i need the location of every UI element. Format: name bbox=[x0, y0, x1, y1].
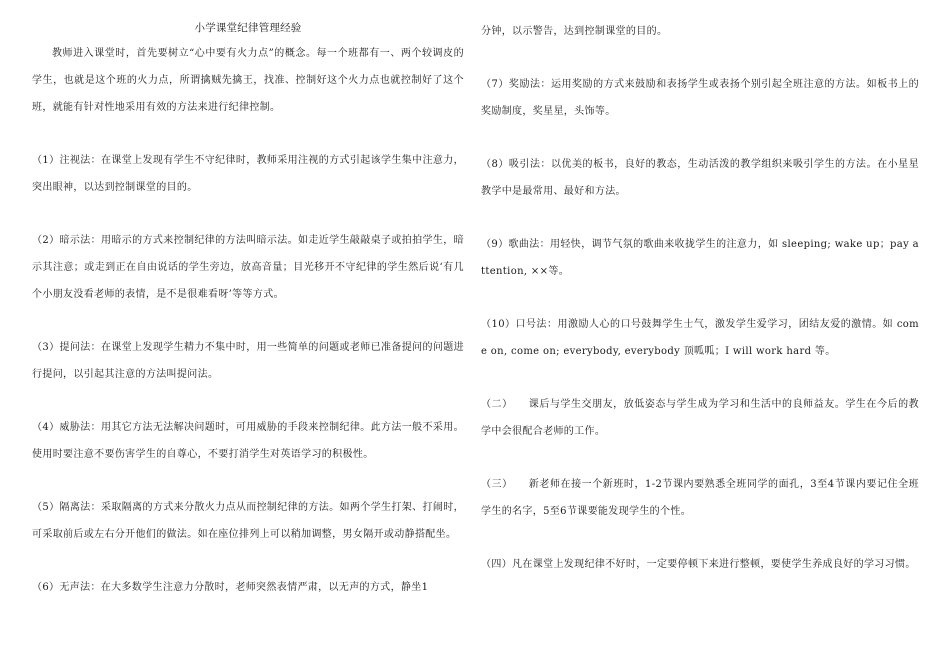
section-three-paragraph: （三） 新老师在接一个新班时，1-2节课内要熟悉全班同学的面孔，3至4节课内要记住全班学生的名字，5至6节课要能发现学生的个性。 bbox=[481, 479, 919, 517]
method-isolate-paragraph: （5）隔离法：采取隔离的方式来分散火力点从而控制纪律的方法。如两个学生打架、打闹时，可采取前后或左右分开他们的做法。如在座位排列上可以稍加调整，男女隔开或动静搭配坐。 bbox=[32, 502, 464, 540]
paragraph-gap bbox=[481, 125, 919, 151]
method-observe-paragraph: （1）注视法：在课堂上发现有学生不守纪律时，教师采用注视的方式引起该学生集中注意力，突出眼神，以达到控制课堂的目的。 bbox=[32, 155, 464, 193]
paragraph-gap bbox=[481, 285, 919, 311]
paragraph-gap bbox=[481, 445, 919, 471]
section-four-paragraph: （四）凡在课堂上发现纪律不好时，一定要停顿下来进行整顿，要使学生养成良好的学习习惯。 bbox=[481, 559, 916, 570]
right-column bbox=[481, 18, 919, 578]
paragraph-gap bbox=[481, 205, 919, 231]
method-attract-paragraph: （8）吸引法：以优美的板书，良好的教态，生动活泼的教学组织来吸引学生的方法。在小星星教学中是最常用、最好和方法。 bbox=[481, 159, 919, 197]
method-reward-paragraph: （7）奖励法：运用奖励的方式来鼓励和表扬学生或表扬个别引起全班注意的方法。如板书上的奖励制度，奖星星，头饰等。 bbox=[481, 79, 919, 117]
method-question-paragraph: （3）提问法：在课堂上发现学生精力不集中时，用一些简单的问题或老师已准备提问的问题进行提问，以引起其注意的方法叫提问法。 bbox=[32, 342, 464, 380]
method-hint-paragraph: （2）暗示法：用暗示的方式来控制纪律的方法叫暗示法。如走近学生敲敲桌子或拍拍学生，暗示其注意；或走到正在自由说话的学生旁边，放高音量；目光移开不守纪律的学生然后说‘有几个小朋友没看老师的表情，是不是很难看呀’等等方式。 bbox=[32, 235, 464, 300]
paragraph-gap bbox=[32, 548, 464, 574]
method-slogan-paragraph: （10）口号法：用激励人心的口号鼓舞学生士气，激发学生爱学习，团结友爱的激情。如 come on, come on; everybody, everybody 顶呱呱；I will work hard 等。 bbox=[481, 319, 919, 357]
paragraph-gap bbox=[32, 121, 464, 147]
paragraph-gap bbox=[32, 388, 464, 414]
method-song-paragraph: （9）歌曲法：用轻快，调节气氛的歌曲来收拢学生的注意力，如 sleeping; wake up；pay attention, ××等。 bbox=[481, 239, 919, 277]
section-two-paragraph: （二） 课后与学生交朋友，放低姿态与学生成为学习和生活中的良师益友。学生在今后的教学中会很配合老师的工作。 bbox=[481, 399, 919, 437]
paragraph-gap bbox=[481, 525, 919, 551]
left-column bbox=[32, 18, 464, 601]
document-title: 小学课堂纪律管理经验 bbox=[194, 22, 302, 34]
method-threat-paragraph: （4）威胁法：用其它方法无法解决问题时，可用威胁的手段来控制纪律。此方法一般不采用。使用时要注意不要伤害学生的自尊心，不要打消学生对英语学习的积极性。 bbox=[32, 422, 464, 460]
paragraph-gap bbox=[32, 308, 464, 334]
intro-paragraph: 教师进入课堂时，首先要树立“心中要有火力点”的概念。每一个班都有一、两个较调皮的学生，也就是这个班的火力点，所谓擒贼先擒王，找准、控制好这个火力点也就控制好了这个班，就能有针对性地采用有效的方法来进行纪律控制。 bbox=[32, 48, 464, 113]
paragraph-gap bbox=[481, 365, 919, 391]
method-silent-paragraph: （6）无声法：在大多数学生注意力分散时，老师突然表情严肃，以无声的方式，静坐1 bbox=[32, 582, 429, 593]
method-silent-continuation: 分钟，以示警告，达到控制课堂的目的。 bbox=[481, 26, 668, 37]
paragraph-gap bbox=[481, 45, 919, 71]
paragraph-gap bbox=[32, 468, 464, 494]
paragraph-gap bbox=[32, 201, 464, 227]
